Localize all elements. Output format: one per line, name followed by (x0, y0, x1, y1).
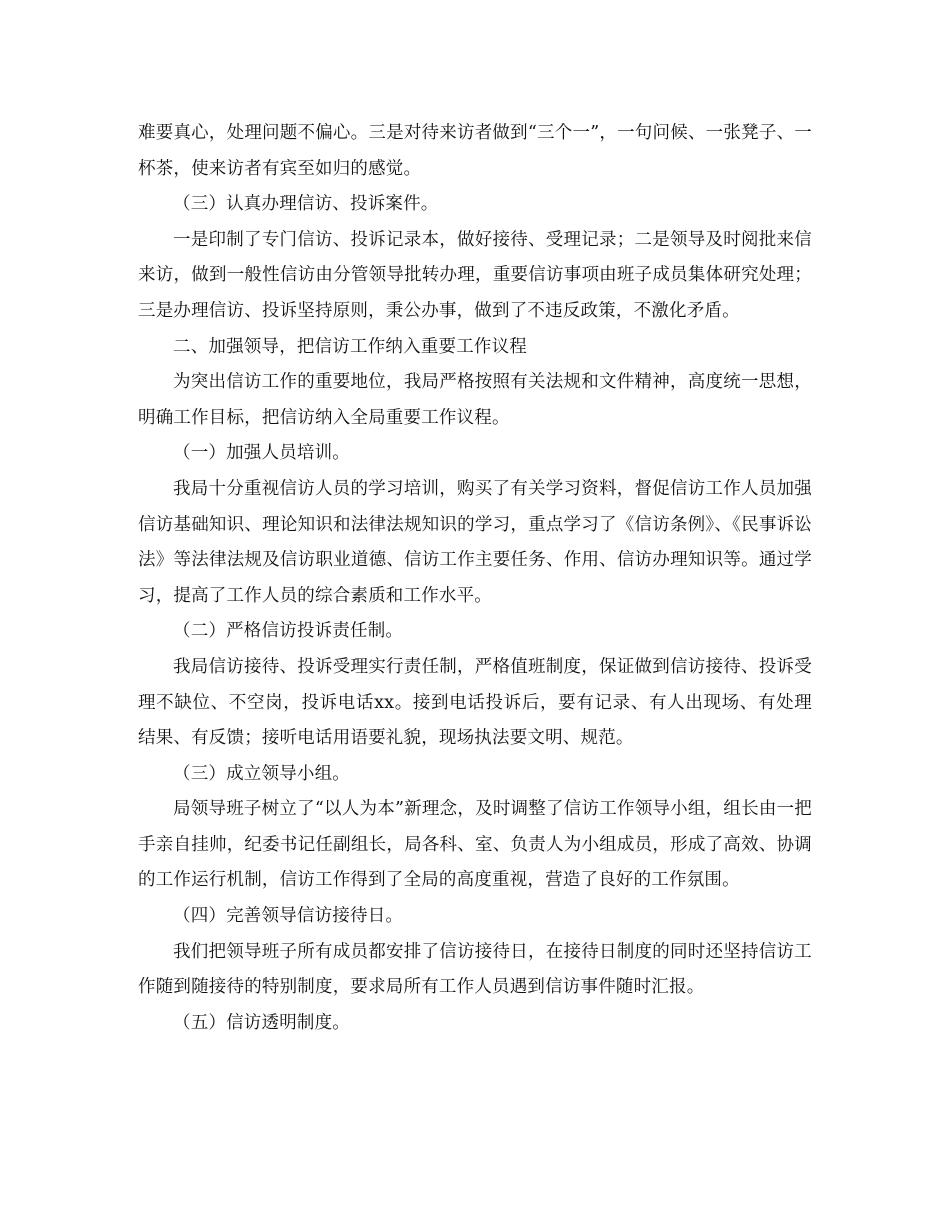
document-body (138, 116, 812, 1041)
paragraph-responsibility: 我局信访接待、投诉受理实行责任制，严格值班制度，保证做到信访接待、投诉受理不缺位、不空岗，投诉电话xx。接到电话投诉后，要有记录、有人出现场、有处理结果、有反馈；接听电话用语要礼貌，现场执法要文明、规范。 (138, 656, 812, 749)
subheading-reception-day: （四）完善领导信访接待日。 (173, 906, 404, 927)
paragraph-leading-group: 局领导班子树立了“以人为本”新理念，及时调整了信访工作领导小组，组长由一把手亲自挂帅，纪委书记任副组长，局各科、室、负责人为小组成员，形成了高效、协调的工作运行机制，信访工作得到了全局的高度重视，营造了良好的工作氛围。 (138, 799, 812, 891)
paragraph-continuation: 难要真心，处理问题不偏心。三是对待来访者做到“三个一”，一句问候、一张凳子、一杯茶，使来访者有宾至如归的感觉。 (138, 123, 812, 179)
paragraph-reception-day: 我们把领导班子所有成员都安排了信访接待日，在接待日制度的同时还坚持信访工作随到随接待的特别制度，要求局所有工作人员遇到信访事件随时汇报。 (138, 941, 812, 998)
subheading-handle-cases: （三）认真办理信访、投诉案件。 (173, 194, 439, 215)
subheading-responsibility: （二）严格信访投诉责任制。 (173, 621, 404, 642)
paragraph-handle-cases: 一是印制了专门信访、投诉记录本，做好接待、受理记录；二是领导及时阅批来信来访，做到一般性信访由分管领导批转办理，重要信访事项由班子成员集体研究处理；三是办理信访、投诉坚持原则，秉公办事，做到了不违反政策，不激化矛盾。 (138, 229, 812, 321)
subheading-training: （一）加强人员培训。 (173, 443, 350, 464)
subheading-transparency: （五）信访透明制度。 (173, 1012, 350, 1033)
subheading-leading-group: （三）成立领导小组。 (173, 763, 350, 784)
paragraph-training: 我局十分重视信访人员的学习培训，购买了有关学习资料，督促信访工作人员加强信访基础知识、理论知识和法律法规知识的学习，重点学习了《信访条例》、《民事诉讼法》等法律法规及信访职业道德、信访工作主要任务、作用、信访办理知识等。通过学习，提高了工作人员的综合素质和工作水平。 (138, 478, 812, 606)
section-heading-leadership: 二、加强领导，把信访工作纳入重要工作议程 (173, 336, 527, 357)
paragraph-leadership: 为突出信访工作的重要地位，我局严格按照有关法规和文件精神，高度统一思想，明确工作目标，把信访纳入全局重要工作议程。 (138, 372, 812, 428)
